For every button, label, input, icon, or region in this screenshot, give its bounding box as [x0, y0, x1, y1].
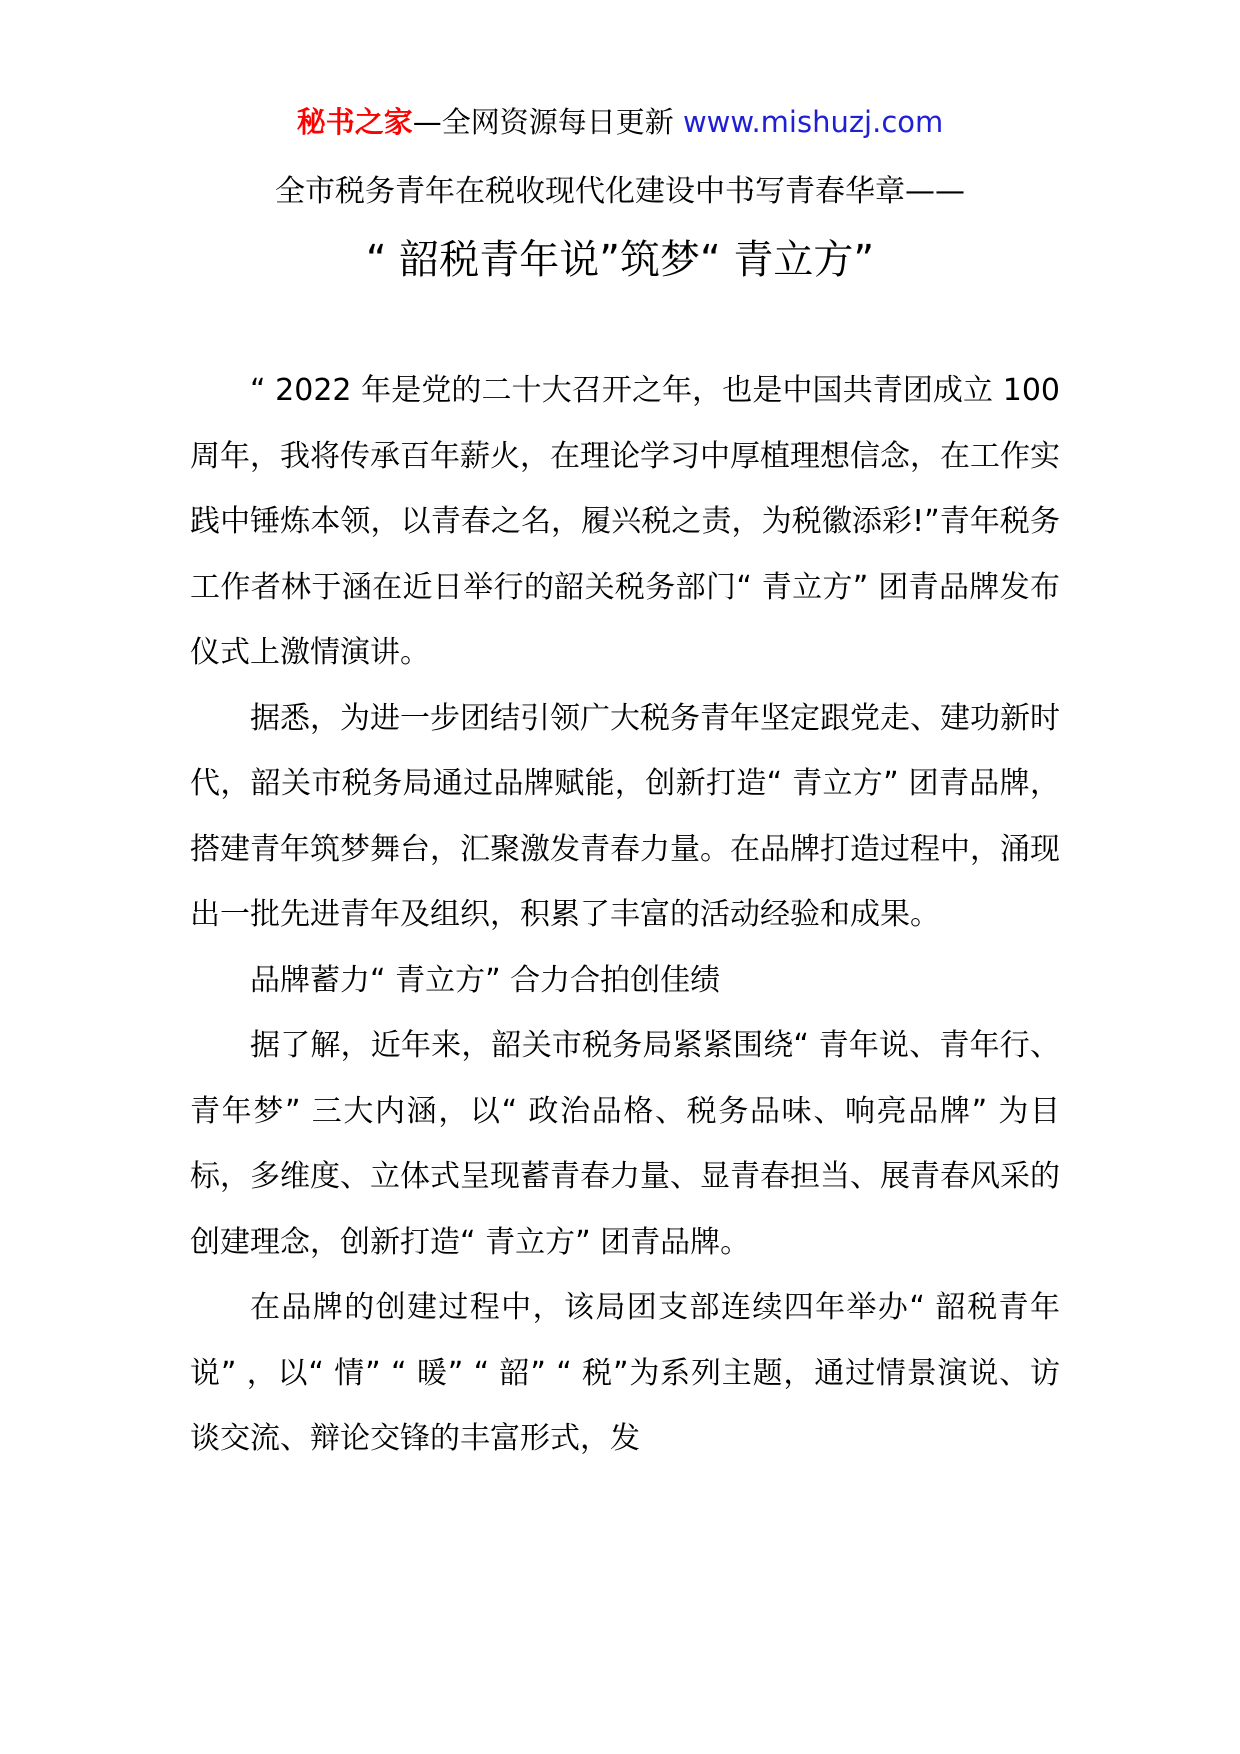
body-paragraph: 在品牌的创建过程中，该局团支部连续四年举办“ 韶税青年说” ，以“ 情” “ 暖” “ 韶” “ 税”为系列主题，通过情景演说、访谈交流、辩论交锋的丰富形式，发	[190, 1290, 1060, 1456]
body-paragraph: “ 2022 年是党的二十大召开之年，也是中国共青团成立 100 周年，我将传承百年薪火，在理论学习中厚植理想信念，在工作实践中锤炼本领，以青春之名，履兴税之责，为税徽添彩!”青年税务工作者林于涵在近日举行的韶关税务部门“ 青立方” 团青品牌发布仪式上激情演讲。	[190, 373, 1060, 670]
watermark-header	[0, 100, 1240, 144]
header-tagline: —全网资源每日更新	[412, 105, 683, 139]
brand-name: 秘书之家	[296, 105, 413, 139]
document-title: “ 韶税青年说”筑梦“ 青立方”	[365, 237, 875, 283]
body-paragraph: 据了解，近年来，韶关市税务局紧紧围绕“ 青年说、青年行、青年梦” 三大内涵，以“ 政治品格、税务品味、响亮品牌” 为目标，多维度、立体式呈现蓄青春力量、显青春担当、展青春风采的创建理念，创新打造“ 青立方” 团青品牌。	[190, 1028, 1060, 1260]
site-url-link[interactable]: www.mishuzj.com	[682, 105, 944, 139]
section-heading: 品牌蓄力“ 青立方” 合力合拍创佳绩	[250, 962, 721, 998]
body-paragraph: 据悉，为进一步团结引领广大税务青年坚定跟党走、建功新时代，韶关市税务局通过品牌赋能，创新打造“ 青立方” 团青品牌，搭建青年筑梦舞台，汇聚激发青春力量。在品牌打造过程中，涌现出一批先进青年及组织，积累了丰富的活动经验和成果。	[190, 700, 1060, 932]
document-body	[190, 358, 1060, 1472]
document-subtitle: 全市税务青年在税收现代化建设中书写青春华章——	[275, 174, 965, 209]
